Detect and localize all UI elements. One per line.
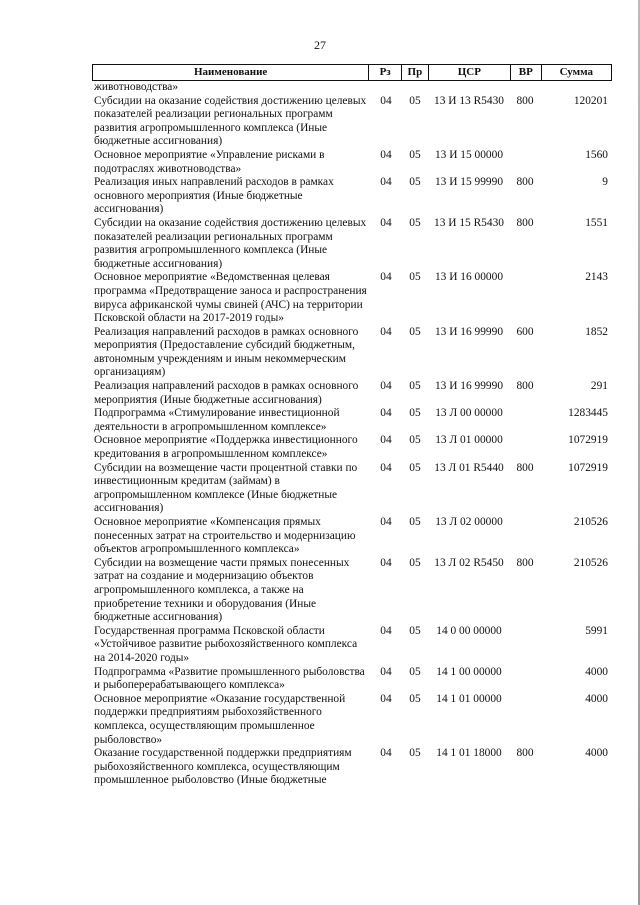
cell-pr: 05 [409,380,421,393]
cell-name: Субсидии на возмещение части прямых понесенных затрат на создание и модернизацию объектов агропромышленного комплекса, а также на приобретение техники и оборудования (Иные бюджетные ассигнования) [94,556,350,624]
cell-pr: 05 [409,556,421,569]
cell-pr: 05 [409,94,421,107]
table-row [92,271,612,325]
cell-rz: 04 [380,407,392,420]
cell-vr [510,81,540,95]
cell-pr: 05 [409,461,421,474]
cell-csr: 13 И 16 99990 [434,380,504,393]
cell-sum: 1072919 [568,461,608,474]
cell-name: Подпрограмма «Стимулирование инвестиционной деятельности в агропромышленном комплексе» [94,407,340,433]
table-row [92,380,612,407]
cell-name: Реализация иных направлений расходов в рамках основного мероприятия (Иные бюджетные ассигнования) [94,176,334,216]
table-header [92,64,612,81]
cell-sum: 291 [590,380,608,393]
cell-rz: 04 [380,516,392,528]
cell-pr: 05 [409,407,421,420]
cell-csr: 13 Л 02 00000 [435,516,503,528]
cell-csr: 13 И 15 R5430 [434,216,504,229]
cell-rz: 04 [380,94,392,107]
cell-name: Государственная программа Псковской области «Устойчивое развитие рыбохозяйственного комплекса на 2014-2020 годы» [94,624,358,664]
cell-csr: 13 Л 00 00000 [435,407,503,420]
table-row [92,95,612,149]
cell-csr: 14 1 01 00000 [436,692,502,705]
cell-sum: 1072919 [568,434,608,447]
cell-pr [402,81,428,95]
cell-rz: 04 [380,325,392,338]
cell-sum: 9 [602,176,608,189]
cell-vr [510,516,540,557]
cell-pr: 05 [409,325,421,338]
header-rz: Рз [368,65,401,80]
cell-pr: 05 [409,665,421,678]
cell-vr: 800 [516,176,534,189]
cell-pr: 05 [409,271,421,284]
cell-pr: 05 [409,692,421,705]
cell-rz: 04 [380,216,392,229]
table-row [92,326,612,380]
cell-vr [510,434,540,461]
table-row [92,693,612,747]
header-pr: Пр [401,65,428,80]
cell-rz: 04 [380,624,392,637]
cell-rz: 04 [380,556,392,569]
cell-name: Основное мероприятие «Поддержка инвестиционного кредитования в агропромышленном комплексе» [94,434,358,461]
cell-rz: 04 [380,747,392,760]
header-sum: Сумма [541,65,611,80]
cell-csr: 14 0 00 00000 [436,624,502,637]
cell-rz [370,81,402,95]
table-row [92,81,612,95]
cell-name: Субсидии на возмещение части процентной ставки по инвестиционным кредитам (займам) в агропромышленном комплексе (Иные бюджетные ассигнования) [94,461,358,515]
cell-name: Основное мероприятие «Управление рисками в подотраслях животноводства» [94,148,325,175]
table-row [92,176,612,217]
table-row [92,407,612,434]
cell-vr: 800 [516,94,534,107]
cell-sum [540,81,610,95]
table-row [92,217,612,271]
cell-pr: 05 [409,516,421,528]
cell-sum: 4000 [585,747,608,760]
cell-sum: 1852 [585,325,608,338]
cell-vr: 800 [516,380,534,393]
header-csr: ЦСР [428,65,510,80]
cell-rz: 04 [380,434,392,447]
cell-csr: 13 И 16 00000 [434,271,504,284]
table-row [92,149,612,176]
cell-pr: 05 [409,434,421,447]
cell-vr: 800 [516,556,534,569]
cell-sum: 120201 [573,94,608,107]
cell-sum: 1560 [585,148,608,161]
cell-pr: 05 [409,216,421,229]
cell-vr: 600 [516,325,534,338]
cell-sum: 2143 [585,271,608,284]
cell-csr: 13 Л 01 00000 [435,434,503,447]
cell-name: Подпрограмма «Развитие промышленного рыболовства и рыбоперерабатывающего комплекса» [94,665,365,692]
cell-pr: 05 [409,747,421,760]
cell-csr: 13 И 15 99990 [434,176,504,189]
cell-sum: 4000 [585,692,608,705]
cell-vr [510,625,540,666]
cell-name: животноводства» [94,81,179,93]
budget-table [92,64,612,788]
cell-sum: 1283445 [568,407,608,420]
cell-vr [510,149,540,176]
cell-csr [428,81,510,95]
cell-csr: 14 1 00 00000 [436,665,502,678]
table-row [92,747,612,788]
cell-rz: 04 [380,692,392,705]
cell-vr [510,693,540,747]
cell-vr: 800 [516,461,534,474]
cell-name: Субсидии на оказание содействия достижению целевых показателей реализации региональных программ развития агропромышленного комплекса (Иные бюджетные ассигнования) [94,216,367,270]
header-vr: ВР [510,65,541,80]
cell-vr: 800 [516,747,534,760]
cell-sum: 210526 [573,516,608,528]
table-row [92,625,612,666]
cell-pr: 05 [409,148,421,161]
cell-name: Основное мероприятие «Ведомственная целевая программа «Предотвращение заноса и распространения вируса африканской чумы свиней (АЧС) на территории Псковской области на 2017-2019 годы» [94,271,367,325]
page-number: 27 [314,38,326,52]
table-row [92,666,612,693]
cell-csr: 13 Л 01 R5440 [434,461,504,474]
cell-name: Оказание государственной поддержки предприятиям рыбохозяйственного комплекса, осуществляющим промышленное рыболовство (Иные бюджетные [94,747,352,787]
table-body [92,81,612,788]
cell-name: Реализация направлений расходов в рамках основного мероприятия (Иные бюджетные ассигнования) [94,380,359,406]
cell-sum: 4000 [585,665,608,678]
table-row [92,557,612,625]
cell-rz: 04 [380,461,392,474]
cell-rz: 04 [380,380,392,393]
cell-rz: 04 [380,148,392,161]
cell-rz: 04 [380,271,392,284]
cell-pr: 05 [409,624,421,637]
table-row [92,434,612,461]
header-name: Наименование [193,66,268,78]
cell-pr: 05 [409,176,421,189]
cell-vr [510,666,540,693]
cell-csr: 13 И 13 R5430 [434,94,504,107]
cell-rz: 04 [380,176,392,189]
cell-csr: 14 1 01 18000 [436,747,502,760]
cell-vr [510,407,540,434]
cell-name: Основное мероприятие «Оказание государственной поддержки предприятиям рыбохозяйственного комплекса, осуществляющим промышленное рыболовство» [94,692,346,746]
cell-csr: 13 Л 02 R5450 [434,556,504,569]
cell-name: Реализация направлений расходов в рамках основного мероприятия (Предоставление субсидий бюджетным, автономным учреждениям и иным некоммерческим организациям) [94,325,359,379]
table-row [92,462,612,516]
cell-sum: 5991 [585,624,608,637]
cell-csr: 13 И 15 00000 [434,148,504,161]
cell-sum: 1551 [585,216,608,229]
cell-rz: 04 [380,665,392,678]
cell-vr: 800 [516,216,534,229]
table-row [92,516,612,557]
cell-name: Основное мероприятие «Компенсация прямых понесенных затрат на строительство и модернизацию объектов агропромышленного комплекса» [94,516,356,556]
cell-vr [510,271,540,325]
cell-name: Субсидии на оказание содействия достижению целевых показателей реализации региональных программ развития агропромышленного комплекса (Иные бюджетные ассигнования) [94,94,367,148]
cell-csr: 13 И 16 99990 [434,325,504,338]
cell-sum: 210526 [573,556,608,569]
